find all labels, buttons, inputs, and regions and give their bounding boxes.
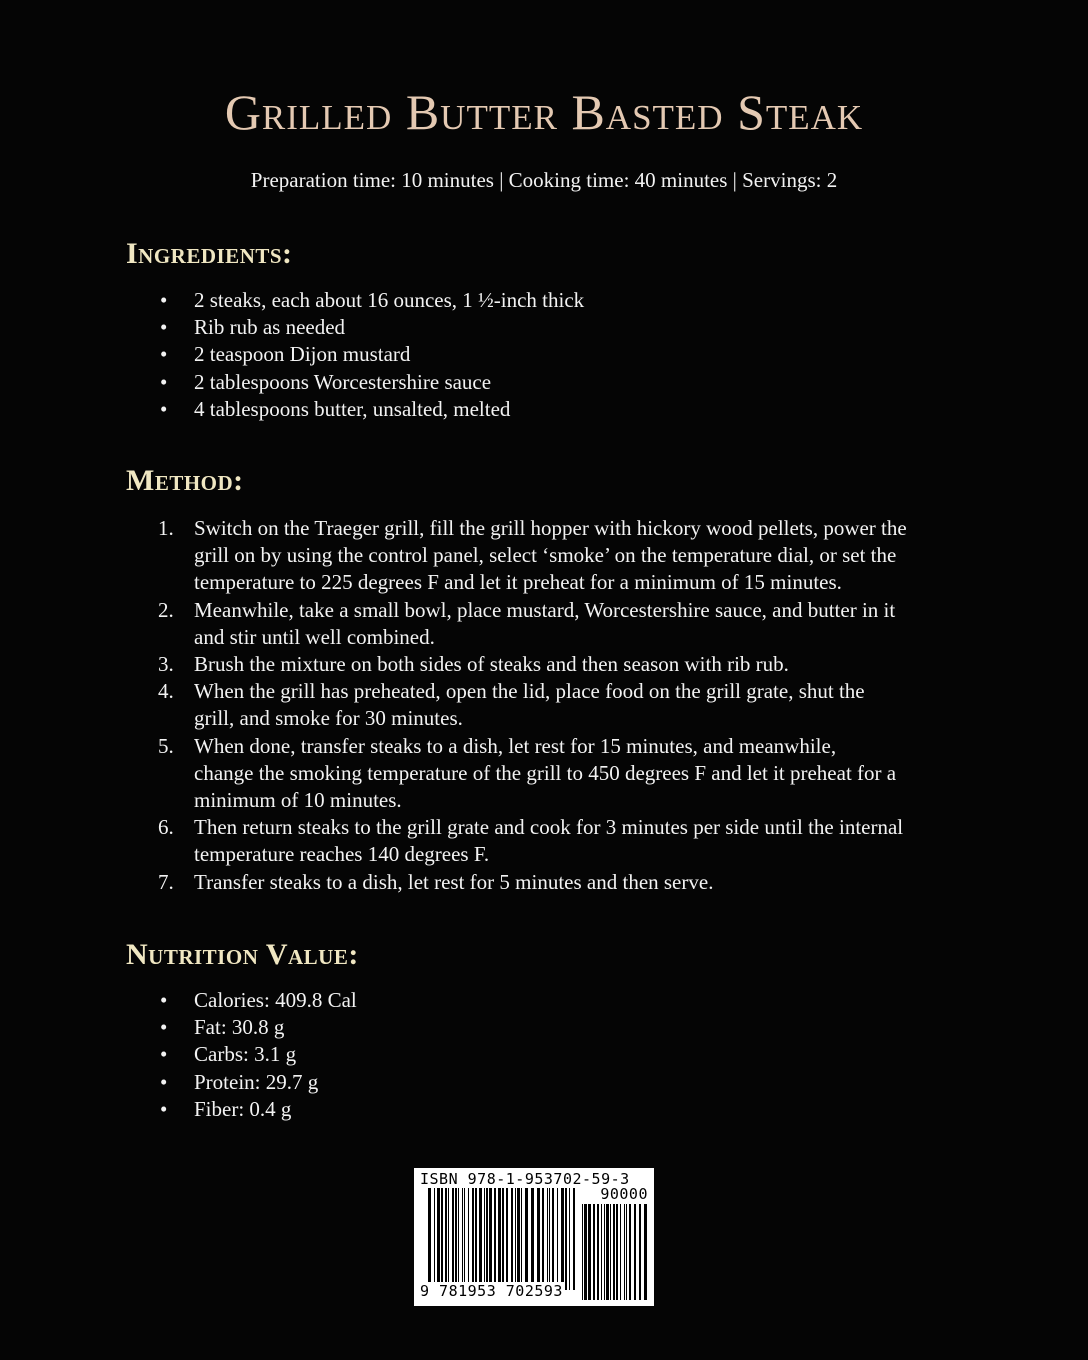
bullet-icon: •	[160, 1069, 168, 1094]
barcode-bar	[511, 1188, 513, 1290]
step-text-line: and stir until well combined.	[194, 624, 435, 649]
bullet-icon: •	[160, 988, 168, 1012]
barcode-bar	[462, 1188, 463, 1290]
barcode-bar	[441, 1188, 443, 1290]
nutrition-item	[126, 1069, 946, 1096]
method-step	[126, 651, 946, 678]
method-step	[126, 869, 946, 896]
isbn-barcode	[414, 1168, 654, 1306]
barcode-bars	[428, 1188, 578, 1290]
step-text-line: Then return steaks to the grill grate and cook for 3 minutes per side until the internal	[194, 815, 904, 840]
recipe-title: Grilled Butter Basted Steak	[224, 84, 864, 140]
step-text-line: change the smoking temperature of the grill to 450 degrees F and let it preheat for a	[194, 760, 897, 785]
barcode-bar	[606, 1204, 609, 1300]
barcode-bar	[537, 1188, 540, 1290]
barcode-bar	[552, 1188, 554, 1290]
barcode-bar	[464, 1188, 465, 1290]
step-number: 6.	[158, 815, 174, 840]
ingredient-item-text: Rib rub as needed	[194, 315, 346, 340]
barcode-bar	[479, 1188, 482, 1290]
barcode-bar	[616, 1204, 618, 1300]
method-step	[126, 814, 946, 868]
barcode-bar	[601, 1204, 602, 1300]
bullet-icon: •	[160, 315, 168, 340]
barcode-bar	[531, 1188, 534, 1290]
barcode-bar	[557, 1188, 558, 1290]
barcode-bar	[597, 1204, 599, 1300]
barcode-bar	[437, 1188, 440, 1290]
ingredient-item	[126, 396, 946, 423]
nutrition-list	[126, 987, 946, 1123]
ean-number: 9 781953 702593	[420, 1282, 563, 1300]
barcode-bar	[506, 1188, 508, 1290]
step-text-line: minimum of 10 minutes.	[194, 788, 402, 813]
bullet-icon: •	[160, 369, 168, 394]
ingredient-item-text: 2 steaks, each about 16 ounces, 1 ½-inch thick	[194, 288, 585, 312]
barcode-bar	[445, 1188, 447, 1290]
nutrition-item-text: Calories: 409.8 Cal	[194, 988, 357, 1012]
barcode-bar	[521, 1188, 522, 1290]
method-step	[126, 597, 946, 651]
barcode-bar	[448, 1188, 449, 1290]
barcode-bar	[620, 1204, 621, 1300]
barcode-bar	[639, 1204, 641, 1300]
barcode-bar	[486, 1188, 488, 1290]
ingredient-item	[126, 369, 946, 396]
barcode-bar	[629, 1204, 631, 1300]
barcode-bar	[593, 1204, 595, 1300]
nutrition-item	[126, 987, 946, 1014]
step-text-line: Meanwhile, take a small bowl, place mustard, Worcestershire sauce, and butter in it	[194, 597, 896, 622]
barcode-bar	[644, 1204, 647, 1300]
barcode-bar	[569, 1188, 570, 1290]
step-text-line: Brush the mixture on both sides of steaks and then season with rib rub.	[194, 652, 789, 677]
barcode-bar	[573, 1188, 575, 1290]
recipe-meta: Preparation time: 10 minutes | Cooking time: 40 minutes | Servings: 2	[250, 168, 838, 192]
barcode-bar	[489, 1188, 492, 1290]
step-text-line: grill, and smoke for 30 minutes.	[194, 706, 463, 731]
barcode-bar	[542, 1188, 544, 1290]
step-number: 4.	[158, 679, 174, 704]
barcode-bar	[624, 1204, 625, 1300]
step-number: 2.	[158, 597, 174, 622]
nutrition-item-text: Carbs: 3.1 g	[194, 1042, 297, 1067]
method-step	[126, 733, 946, 815]
barcode-bar	[468, 1188, 469, 1290]
barcode-bar	[561, 1188, 564, 1290]
barcode-bar	[498, 1188, 501, 1290]
nutrition-item	[126, 1096, 946, 1123]
step-number: 5.	[158, 733, 174, 758]
barcode-bar	[452, 1188, 454, 1290]
step-number: 7.	[158, 869, 174, 894]
barcode-bar	[613, 1204, 615, 1300]
ingredient-item	[126, 314, 946, 341]
step-text-line: Transfer steaks to a dish, let rest for 5 minutes and then serve.	[194, 869, 714, 894]
barcode-bar	[475, 1188, 477, 1290]
barcode-bar	[525, 1188, 528, 1290]
barcode-bar	[458, 1188, 459, 1290]
ingredient-item-text: 2 teaspoon Dijon mustard	[194, 342, 411, 367]
method-list	[126, 515, 946, 896]
barcode-bar	[565, 1188, 567, 1290]
nutrition-item	[126, 1041, 946, 1068]
step-text-line: When done, transfer steaks to a dish, let rest for 15 minutes, and meanwhile,	[194, 733, 837, 758]
barcode-bar	[472, 1188, 474, 1290]
barcode-bar	[588, 1204, 591, 1300]
barcode-bar	[428, 1188, 431, 1290]
barcode-bar	[610, 1204, 611, 1300]
barcode-bar	[626, 1204, 627, 1300]
step-text-line: temperature reaches 140 degrees F.	[194, 842, 490, 867]
bullet-icon: •	[160, 288, 168, 312]
nutrition-item-text: Fat: 30.8 g	[194, 1015, 285, 1040]
step-number: 3.	[158, 652, 174, 677]
ingredients-list	[126, 287, 946, 423]
barcode-bar	[517, 1188, 520, 1290]
bullet-icon: •	[160, 1015, 168, 1040]
ingredients-heading: Ingredients:	[126, 237, 293, 270]
step-text-line: Switch on the Traeger grill, fill the grill hopper with hickory wood pellets, power the	[194, 516, 907, 540]
barcode-bar	[547, 1188, 548, 1290]
nutrition-item-text: Protein: 29.7 g	[194, 1069, 319, 1094]
bullet-icon: •	[160, 396, 168, 421]
barcode-bar	[484, 1188, 485, 1290]
price-barcode-bars	[582, 1204, 648, 1300]
ingredient-item	[126, 287, 946, 314]
step-number: 1.	[158, 516, 174, 540]
step-text-line: temperature to 225 degrees F and let it preheat for a minimum of 15 minutes.	[194, 570, 842, 595]
method-step	[126, 678, 946, 732]
barcode-bar	[502, 1188, 504, 1290]
bullet-icon: •	[160, 1042, 168, 1067]
nutrition-item	[126, 1014, 946, 1041]
ingredient-item	[126, 341, 946, 368]
barcode-bar	[455, 1188, 457, 1290]
bullet-icon: •	[160, 1096, 168, 1121]
method-step	[126, 515, 946, 597]
step-text-line: When the grill has preheated, open the lid, place food on the grill grate, shut the	[194, 679, 865, 704]
bullet-icon: •	[160, 342, 168, 367]
nutrition-item-text: Fiber: 0.4 g	[194, 1096, 292, 1121]
barcode-bar	[604, 1204, 605, 1300]
barcode-bar	[549, 1188, 550, 1290]
method-heading: Method:	[126, 464, 244, 497]
barcode-bar	[434, 1188, 435, 1290]
barcode-bar	[494, 1188, 496, 1290]
step-text-line: grill on by using the control panel, select ‘smoke’ on the temperature dial, or set the	[194, 543, 897, 568]
nutrition-heading: Nutrition Value:	[126, 938, 359, 971]
isbn-number: ISBN 978-1-953702-59-3	[420, 1170, 630, 1188]
price-code: 90000	[600, 1185, 648, 1203]
barcode-bar	[515, 1188, 516, 1290]
barcode-bar	[634, 1204, 636, 1300]
ingredient-item-text: 2 tablespoons Worcestershire sauce	[194, 369, 492, 394]
barcode-bar	[584, 1204, 587, 1300]
barcode-bar	[582, 1204, 583, 1300]
ingredient-item-text: 4 tablespoons butter, unsalted, melted	[194, 396, 511, 421]
